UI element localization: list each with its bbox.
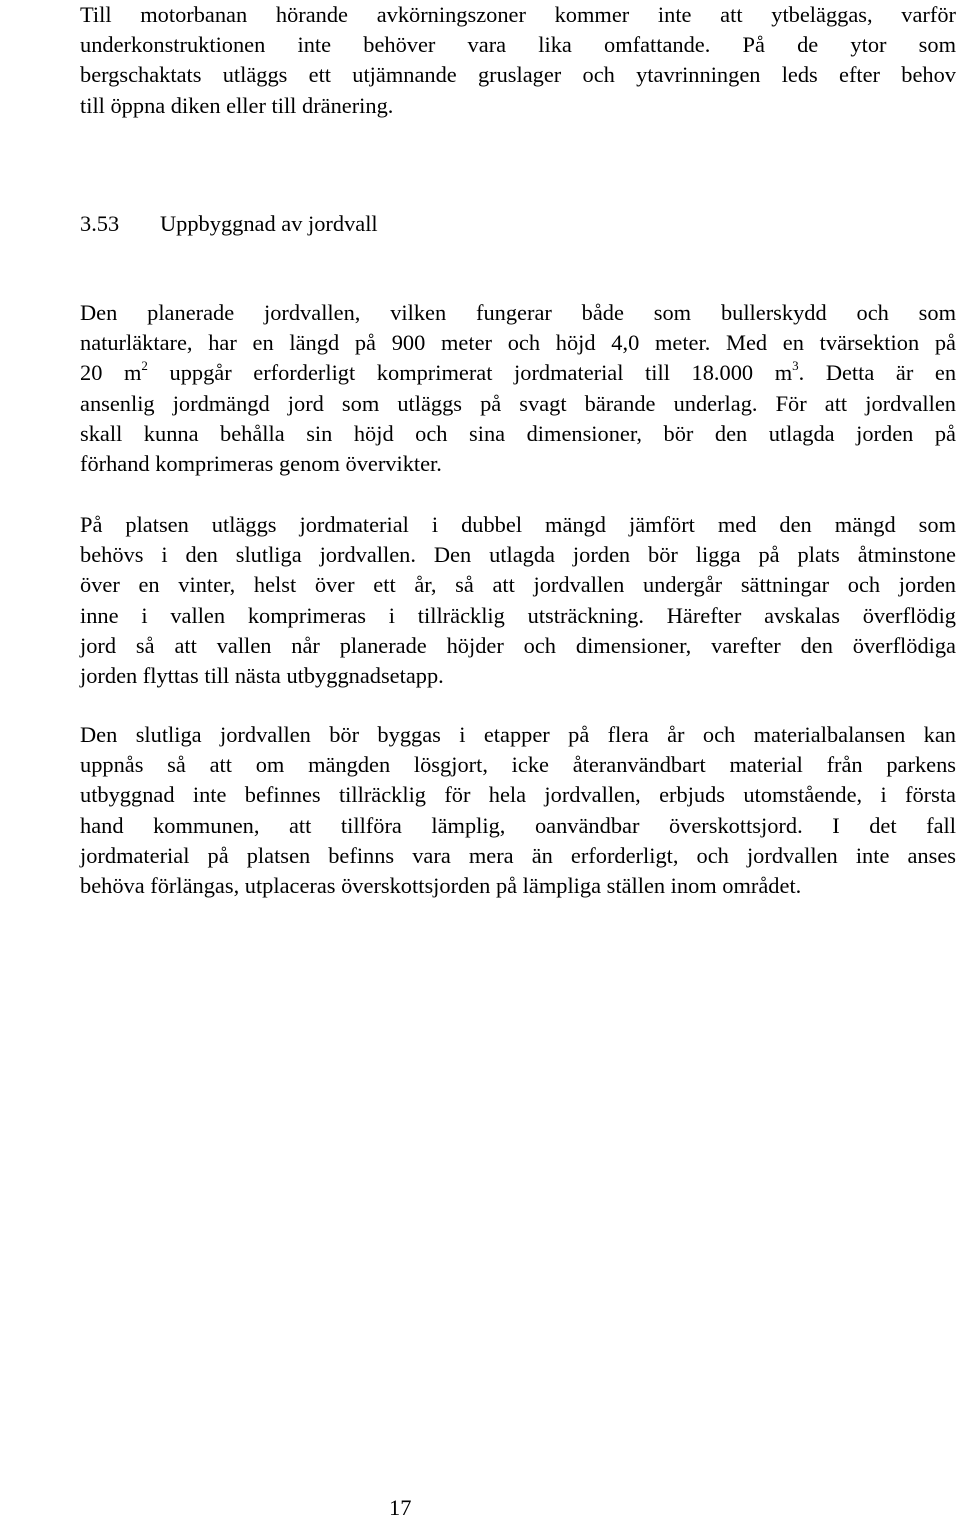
text-line: över en vinter, helst över ett år, så att jordvallen undergår sättningar och jorden bbox=[80, 572, 956, 598]
text-line: inne i vallen komprimeras i tillräcklig utsträckning. Härefter avskalas överflödig bbox=[80, 602, 956, 628]
text-line: utbyggnad inte befinnes tillräcklig för hela jordvallen, erbjuds utomstående, i första bbox=[80, 782, 956, 808]
text-line: underkonstruktionen inte behöver vara lika omfattande. På de ytor som bbox=[80, 32, 956, 58]
page-number: 17 bbox=[389, 1495, 412, 1520]
paragraph-slutliga-jordvallen bbox=[80, 720, 956, 901]
section-title: Uppbyggnad av jordvall bbox=[160, 211, 378, 236]
text-fragment: . Detta är en bbox=[798, 360, 957, 386]
text-line: behövs i den slutliga jordvallen. Den utlagda jorden bör ligga på plats åtminstone bbox=[80, 542, 956, 568]
superscript-cube: 3 bbox=[792, 357, 799, 373]
text-fragment: uppgår erforderligt komprimerat jordmaterial till 18.000 m bbox=[147, 360, 793, 386]
text-line: På platsen utläggs jordmaterial i dubbel mängd jämfört med den mängd som bbox=[80, 512, 956, 537]
text-line: skall kunna behålla sin höjd och sina dimensioner, bör den utlagda jorden på bbox=[80, 420, 956, 446]
text-line: bergschaktats utläggs ett utjämnande gruslager och ytavrinningen leds efter behov bbox=[80, 62, 956, 88]
paragraph-jordmaterial-platsen bbox=[80, 510, 956, 691]
text-line: ansenlig jordmängd jord som utläggs på svagt bärande underlag. För att jordvallen bbox=[80, 390, 956, 416]
text-line: till öppna diken eller till dränering. bbox=[80, 92, 394, 118]
superscript-square: 2 bbox=[141, 357, 148, 373]
text-line: jordmaterial på platsen befinns vara mera än erforderligt, och jordvallen inte anses bbox=[80, 842, 956, 868]
text-line: Den planerade jordvallen, vilken fungerar både som bullerskydd och som bbox=[80, 300, 956, 325]
text-line: Till motorbanan hörande avkörningszoner kommer inte att ytbeläggas, varför bbox=[80, 2, 956, 27]
paragraph-jordvall-description bbox=[80, 298, 956, 479]
text-line: hand kommunen, att tillföra lämplig, oanvändbar överskottsjord. I det fall bbox=[80, 812, 956, 838]
text-line: uppnås så att om mängden lösgjort, icke återanvändbart material från parkens bbox=[80, 752, 956, 778]
text-line: förhand komprimeras genom övervikter. bbox=[80, 451, 442, 477]
text-line: naturläktare, har en längd på 900 meter och höjd 4,0 meter. Med en tvärsektion på bbox=[80, 330, 956, 356]
section-heading bbox=[80, 209, 378, 239]
text-line: behöva förlängas, utplaceras överskottsjorden på lämpliga ställen inom området. bbox=[80, 873, 802, 899]
text-fragment: 20 m bbox=[80, 360, 142, 386]
text-line: jorden flyttas till nästa utbyggnadsetapp. bbox=[80, 663, 444, 689]
paragraph-avkorningszoner bbox=[80, 0, 956, 121]
section-number: 3.53 bbox=[80, 211, 120, 236]
text-line-with-units bbox=[80, 358, 956, 388]
text-line: Den slutliga jordvallen bör byggas i etapper på flera år och materialbalansen kan bbox=[80, 722, 956, 747]
text-line: jord så att vallen når planerade höjder och dimensioner, varefter den överflödiga bbox=[80, 632, 956, 658]
